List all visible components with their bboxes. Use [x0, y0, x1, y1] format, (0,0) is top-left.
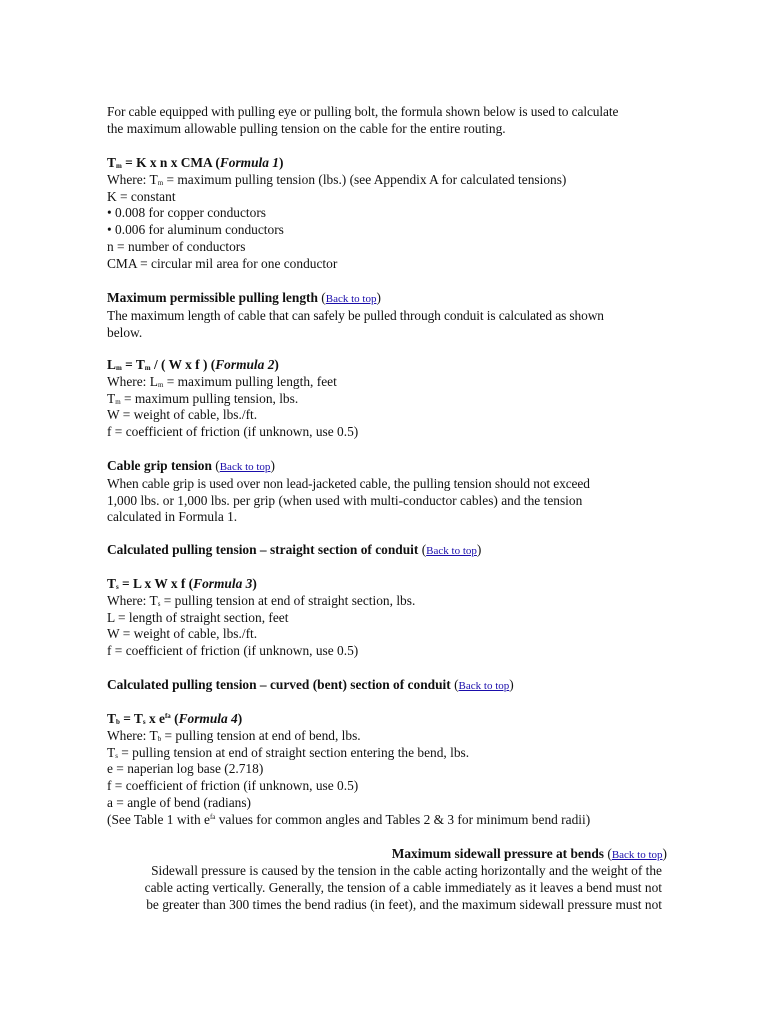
intro-paragraph [107, 104, 667, 138]
paragraph-line: calculated in Formula 1. [107, 509, 238, 525]
paragraph-line: The maximum length of cable that can safely be pulled through conduit is calculated as shown [107, 307, 604, 323]
formula-2-tm: $T_m$ = maximum pulling tension, lbs. [107, 390, 299, 406]
section-heading: Maximum sidewall pressure at bends (Back to top) [391, 846, 667, 861]
formula-3-where: Where: $T_s$ = pulling tension at end of straight section, lbs. [107, 592, 416, 608]
sidewall-paragraph [110, 863, 662, 913]
formula-3-f: f = coefficient of friction (if unknown, use 0.5) [107, 643, 359, 659]
formula-1-where: Where: $T_m$ = maximum pulling tension (lbs.) (see Appendix A for calculated tensions) [107, 171, 567, 187]
formula-4-where: Where: $T_b$ = pulling tension at end of bend, lbs. [107, 727, 361, 743]
formula-1-cma: CMA = circular mil area for one conductor [107, 255, 338, 271]
formula-4-ts: $T_s$ = pulling tension at end of straight section entering the bend, lbs. [107, 744, 470, 760]
section-sidewall [107, 846, 667, 864]
formula-4-heading: $T_b = T_s$ x $e^{fa}$ (Formula 4) [107, 711, 243, 726]
paragraph-line: cable acting vertically. Generally, the tension of a cable immediately as it leaves a bend must not [144, 879, 662, 895]
formula-4-a: a = angle of bend (radians) [107, 794, 252, 810]
paragraph-line: Sidewall pressure is caused by the tension in the cable acting horizontally and the weight of the [151, 863, 662, 878]
formula-3-block [107, 576, 667, 660]
paragraph-line: below. [107, 324, 143, 340]
section-heading: Calculated pulling tension – curved (bent) section of conduit (Back to top) [107, 677, 514, 692]
section-cable-grip [107, 458, 667, 526]
formula-4-block [107, 711, 667, 829]
back-to-top-link[interactable]: Back to top [325, 293, 377, 305]
formula-1-bullet-copper: • 0.008 for copper conductors [107, 205, 267, 221]
back-to-top-link[interactable]: Back to top [458, 680, 510, 692]
back-to-top-link[interactable]: Back to top [426, 545, 477, 557]
section-straight [107, 542, 667, 560]
formula-3-w: W = weight of cable, lbs./ft. [107, 626, 258, 642]
formula-1-bullet-aluminum: • 0.006 for aluminum conductors [107, 222, 284, 238]
formula-1-heading: $T_m = K$ x n x CMA (Formula 1) [107, 155, 284, 170]
back-to-top-link[interactable]: Back to top [611, 849, 663, 861]
section-curved [107, 677, 667, 695]
paragraph-line: be greater than 300 times the bend radius (in feet), and the maximum sidewall pressure must not [146, 896, 662, 912]
formula-3-l: L = length of straight section, feet [107, 609, 289, 625]
intro-line: For cable equipped with pulling eye or pulling bolt, the formula shown below is used to calculate [107, 104, 619, 119]
back-to-top-link[interactable]: Back to top [219, 461, 271, 473]
formula-2-f: f = coefficient of friction (if unknown, use 0.5) [107, 424, 359, 440]
formula-1-n: n = number of conductors [107, 238, 246, 254]
paragraph-line: 1,000 lbs. or 1,000 lbs. per grip (when used with multi-conductor cables) and the tension [107, 492, 583, 508]
intro-line: the maximum allowable pulling tension on the cable for the entire routing. [107, 120, 506, 136]
section-heading: Calculated pulling tension – straight section of conduit (Back to top) [107, 542, 482, 557]
formula-3-heading: $T_s = L$ x W x f (Formula 3) [107, 576, 257, 591]
formula-1-block [107, 155, 667, 273]
section-heading: Cable grip tension (Back to top) [107, 458, 275, 473]
formula-2-w: W = weight of cable, lbs./ft. [107, 407, 258, 423]
paragraph-line: When cable grip is used over non lead-jacketed cable, the pulling tension should not exceed [107, 475, 590, 491]
formula-2-block [107, 357, 667, 441]
formula-4-e: e = naperian log base (2.718) [107, 761, 264, 777]
section-pulling-length [107, 290, 667, 341]
formula-1-k: K = constant [107, 188, 176, 204]
formula-2-heading: $L_m = T_m$ / ( W x f ) (Formula 2) [107, 357, 279, 372]
formula-2-where: Where: $L_m$ = maximum pulling length, feet [107, 373, 337, 389]
formula-4-f: f = coefficient of friction (if unknown, use 0.5) [107, 778, 359, 794]
formula-4-see-tables: (See Table 1 with $e^{fa}$ values for common angles and Tables 2 & 3 for minimum bend radii) [107, 811, 591, 827]
section-heading: Maximum permissible pulling length (Back to top) [107, 290, 381, 305]
